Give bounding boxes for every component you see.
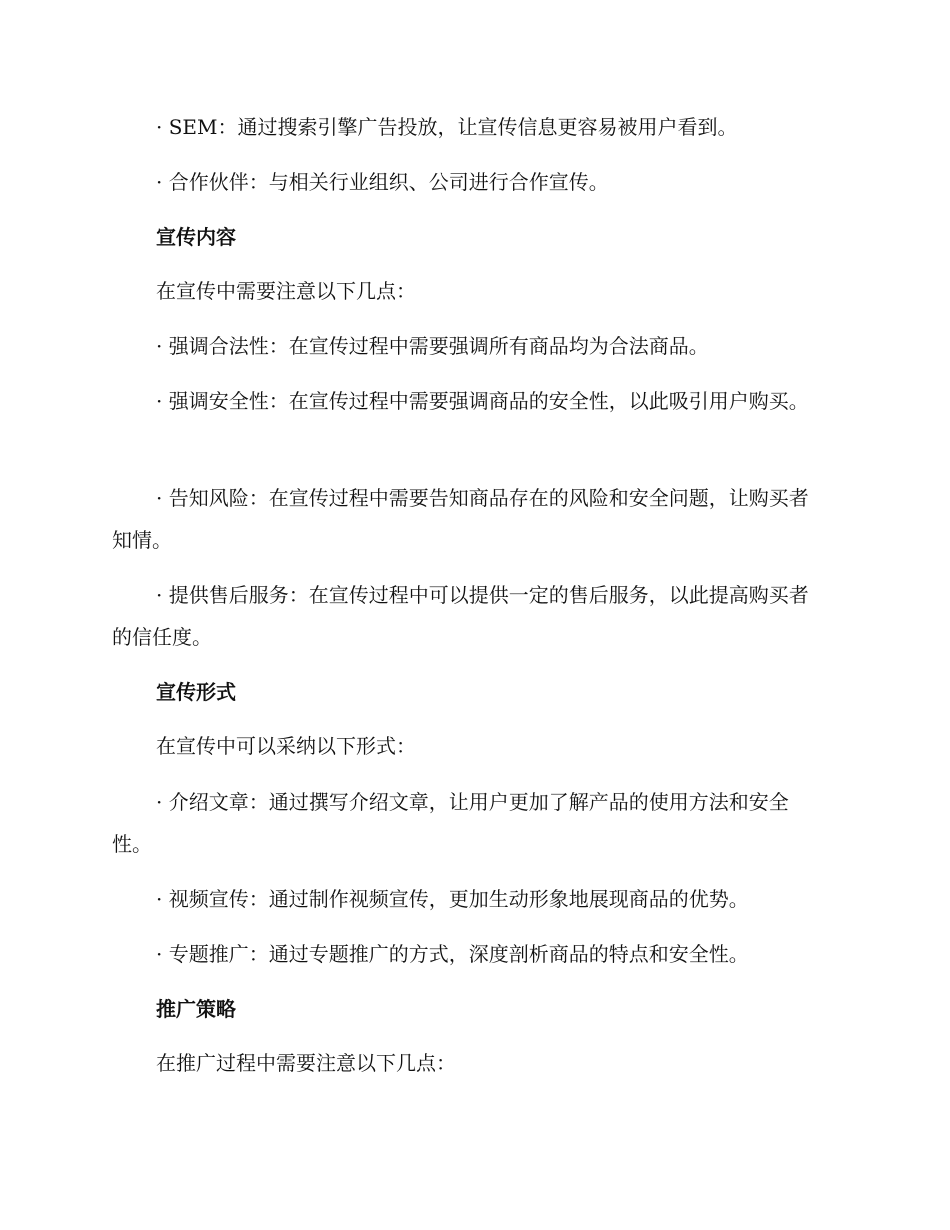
bullet-special-topics: · 专题推广：通过专题推广的方式，深度剖析商品的特点和安全性。	[156, 942, 749, 966]
intro-paragraph-format: 在宣传中可以采纳以下形式：	[156, 734, 416, 758]
intro-paragraph-strategy: 在推广过程中需要注意以下几点：	[156, 1051, 456, 1075]
bullet-video: · 视频宣传：通过制作视频宣传，更加生动形象地展现商品的优势。	[156, 887, 749, 911]
bullet-legality: · 强调合法性：在宣传过程中需要强调所有商品均为合法商品。	[156, 334, 709, 358]
intro-paragraph-content: 在宣传中需要注意以下几点：	[156, 279, 416, 303]
bullet-after-sales: · 提供售后服务：在宣传过程中可以提供一定的售后服务，以此提高购买者的信任度。	[112, 583, 809, 649]
bullet-sem: · SEM：通过搜索引擎广告投放，让宣传信息更容易被用户看到。	[156, 115, 738, 139]
section-heading-content: 宣传内容	[156, 225, 236, 249]
section-heading-format: 宣传形式	[156, 680, 236, 704]
section-heading-strategy: 推广策略	[156, 997, 236, 1021]
bullet-safety: · 强调安全性：在宣传过程中需要强调商品的安全性，以此吸引用户购买。	[156, 389, 809, 413]
bullet-partners: · 合作伙伴：与相关行业组织、公司进行合作宣传。	[156, 170, 609, 194]
bullet-articles: · 介绍文章：通过撰写介绍文章，让用户更加了解产品的使用方法和安全性。	[112, 790, 789, 856]
bullet-risk: · 告知风险：在宣传过程中需要告知商品存在的风险和安全问题，让购买者知情。	[112, 486, 809, 552]
